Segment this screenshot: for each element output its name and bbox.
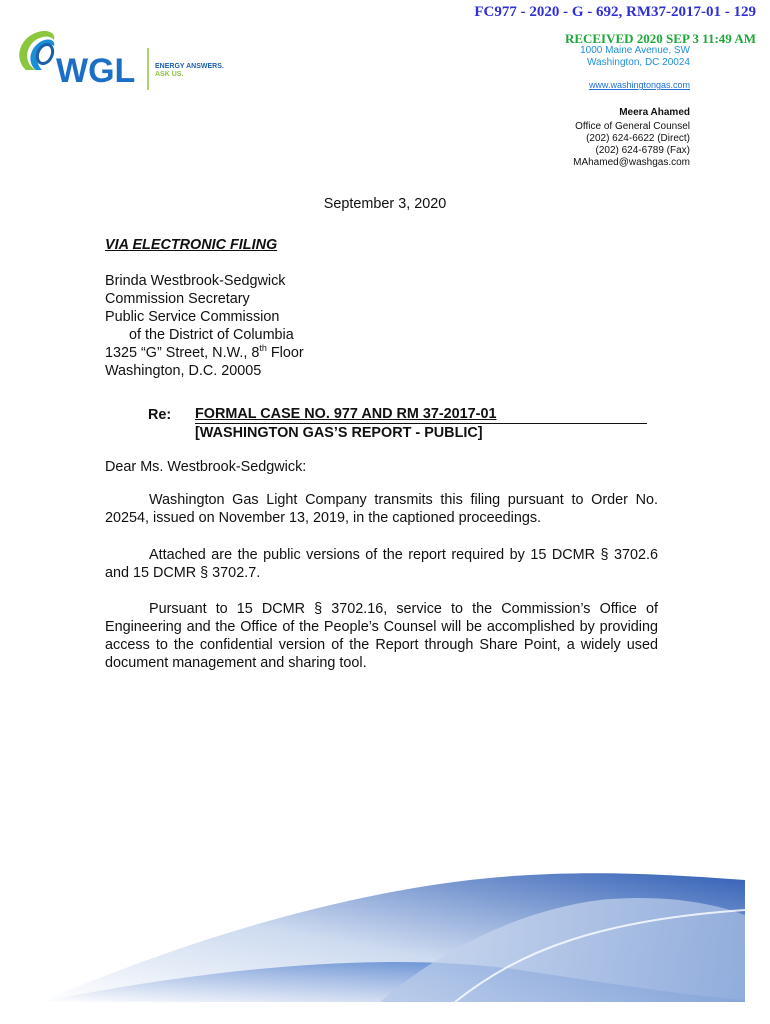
sender-phone-direct: (202) 624-6622 (Direct): [586, 133, 690, 144]
body-paragraph-1: Washington Gas Light Company transmits this filing pursuant to Order No. 20254, issued on November 13, 2019, in the captioned proceedings.: [105, 492, 658, 526]
re-subject: [195, 406, 647, 442]
re-subject-line-2: [WASHINGTON GAS’S REPORT - PUBLIC]: [195, 425, 483, 441]
logo-tagline-1: ENERGY ANSWERS.: [155, 63, 224, 70]
re-label: Re:: [148, 407, 172, 423]
sender-name: Meera Ahamed: [619, 107, 690, 118]
address-line-1: 1000 Maine Avenue, SW: [580, 45, 690, 56]
recipient-org-2: of the District of Columbia: [129, 327, 294, 343]
docket-stamp: FC977 - 2020 - G - 692, RM37-2017-01 - 129: [474, 4, 756, 20]
recipient-city: Washington, D.C. 20005: [105, 363, 262, 379]
sender-phone-fax: (202) 624-6789 (Fax): [595, 145, 690, 156]
flame-swirl-icon: [19, 31, 55, 70]
salutation: Dear Ms. Westbrook-Sedgwick:: [105, 459, 307, 475]
received-stamp: RECEIVED 2020 SEP 3 11:49 AM: [564, 31, 756, 46]
website-link[interactable]: www.washingtongas.com: [588, 80, 690, 90]
recipient-street: 1325 “G” Street, N.W., 8th Floor: [105, 343, 304, 361]
body-paragraph-3: Pursuant to 15 DCMR § 3702.16, service to the Commission’s Office of Engineering and the Office of the People’s Counsel will be accomplished by providing access to the confidential version of the Report through Share Point, a widely used document management and sharing tool.: [105, 601, 658, 671]
sender-email[interactable]: MAhamed@washgas.com: [573, 157, 690, 168]
logo-tagline-2: ASK US.: [155, 71, 184, 78]
recipient-name: Brinda Westbrook-Sedgwick: [105, 273, 286, 289]
wgl-logo: [12, 24, 242, 96]
address-line-2: Washington, DC 20024: [586, 57, 690, 68]
logo-wordmark: WGL: [56, 52, 136, 90]
delivery-method: VIA ELECTRONIC FILING: [105, 237, 278, 253]
letter-date: September 3, 2020: [323, 196, 447, 212]
re-subject-line-1: FORMAL CASE NO. 977 AND RM 37-2017-01: [195, 406, 647, 424]
footer-wave-graphic: [0, 840, 770, 1024]
sender-office: Office of General Counsel: [575, 121, 690, 132]
body-paragraph-2: Attached are the public versions of the report required by 15 DCMR § 3702.6 and 15 DCMR § 3702.7.: [105, 547, 658, 581]
recipient-address: [105, 272, 304, 380]
recipient-title: Commission Secretary: [105, 291, 250, 307]
recipient-org: Public Service Commission: [105, 309, 280, 325]
